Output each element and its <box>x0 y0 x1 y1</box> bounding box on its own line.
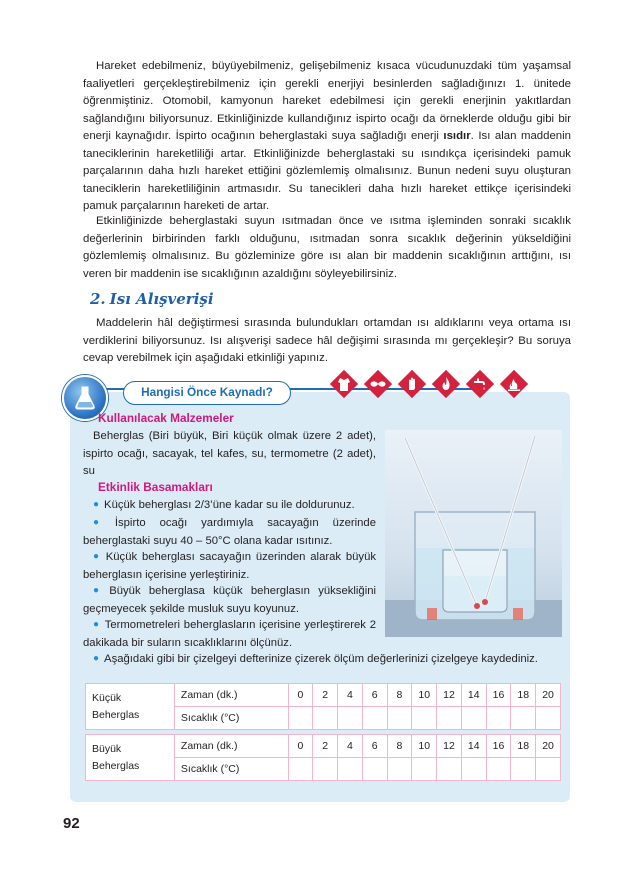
time-cell: 12 <box>437 735 462 758</box>
empty-cell <box>387 758 412 781</box>
step-3 <box>83 549 376 584</box>
time-cell: 18 <box>511 735 536 758</box>
empty-cell <box>338 707 363 730</box>
time-cell: 14 <box>461 684 486 707</box>
step-6-text: Aşağıdaki gibi bir çizelgeyi defterinize çizerek ölçüm değerlerinizi çizelgeye kaydediniz. <box>104 653 538 665</box>
step-3-text: Küçük beherglası sacayağın üzerinden alarak büyük beherglasın içerisine yerleştiriniz. <box>83 551 377 581</box>
lab-coat-icon <box>330 370 358 398</box>
section-title-text: Isı Alışverişi <box>109 290 214 308</box>
empty-cell <box>288 758 313 781</box>
time-cell: 10 <box>412 735 437 758</box>
bullet-icon: ● <box>93 585 105 596</box>
section-paragraph <box>83 315 571 368</box>
time-cell: 16 <box>486 684 511 707</box>
empty-cell <box>486 758 511 781</box>
intro-paragraph-1 <box>83 58 571 216</box>
time-cell: 0 <box>288 735 313 758</box>
step-6 <box>83 651 561 669</box>
steps-heading: Etkinlik Basamakları <box>98 480 213 494</box>
time-cell: 20 <box>536 684 561 707</box>
empty-cell <box>437 707 462 730</box>
time-label: Zaman (dk.) <box>174 684 288 707</box>
empty-cell <box>362 758 387 781</box>
bullet-icon: ● <box>93 653 100 664</box>
flame-icon <box>432 370 460 398</box>
empty-cell <box>536 758 561 781</box>
time-cell: 20 <box>536 735 561 758</box>
step-4-text: Büyük beherglasa küçük beherglasın yüksekliğini geçmeyecek şekilde musluk suyu koyunuz. <box>83 585 376 615</box>
section-number: 2. <box>90 290 106 308</box>
time-cell: 2 <box>313 735 338 758</box>
empty-cell <box>536 707 561 730</box>
intro-text-1-end: . Isı alan maddenin taneciklerinin hareketliliği artar. Etkinliğinizde beherglastaki su ısındıkça içerisindeki pamuk parçalarının daha hızlı hareket ettiğini gözlemlemiş olmalısınız. Bunun nedeni suyu oluşturan taneciklerin hareketliliğinin artmasıdır. Su tanecikleri daha hızlı hareket ettikçe içerisindeki pamuk parçalarının hareketi de artar. <box>83 130 571 212</box>
empty-cell <box>313 707 338 730</box>
time-cell: 6 <box>362 684 387 707</box>
empty-cell <box>313 758 338 781</box>
time-cell: 4 <box>338 684 363 707</box>
bullet-icon: ● <box>93 619 100 630</box>
big-beaker-table <box>85 734 561 781</box>
empty-cell <box>511 707 536 730</box>
time-cell: 10 <box>412 684 437 707</box>
bullet-icon: ● <box>93 551 101 562</box>
activity-title: Hangisi Önce Kaynadı? <box>123 381 291 405</box>
step-4 <box>83 583 376 618</box>
time-cell: 0 <box>288 684 313 707</box>
time-cell: 2 <box>313 684 338 707</box>
intro-paragraph-2 <box>83 213 571 283</box>
step-5 <box>83 617 376 652</box>
table-row <box>86 735 561 758</box>
gloves-icon <box>398 370 426 398</box>
empty-cell <box>461 707 486 730</box>
page-number: 92 <box>63 815 80 832</box>
step-5-text: Termometreleri beherglasların içerisine yerleştirerek 2 dakikada bir suların sıcaklıklarını ölçünüz. <box>83 619 376 649</box>
time-cell: 4 <box>338 735 363 758</box>
time-cell: 12 <box>437 684 462 707</box>
step-2 <box>83 515 376 550</box>
empty-cell <box>288 707 313 730</box>
step-1 <box>83 497 376 515</box>
bullet-icon: ● <box>93 517 110 528</box>
intro-text-2: Etkinliğinizde beherglastaki suyun ısıtmadan önce ve ısıtma işleminden sonraki sıcaklık değerlerinin birbirinden farklı olduğunu, ısıtmadan sonra sıcaklık değerinin yükseldiğini gözlemlemiş olmalısınız. Bu gözleminize göre ısı alan bir maddenin sıcaklığının arttığını, ısı veren bir maddenin ise sıcaklığının azaldığını söyleyebilirsiniz. <box>83 215 571 280</box>
empty-cell <box>511 758 536 781</box>
section-title <box>90 290 214 308</box>
empty-cell <box>362 707 387 730</box>
empty-cell <box>412 758 437 781</box>
temperature-label: Sıcaklık (°C) <box>174 758 288 781</box>
time-cell: 14 <box>461 735 486 758</box>
beaker-experiment-photo <box>385 430 562 637</box>
time-cell: 18 <box>511 684 536 707</box>
bullet-icon: ● <box>93 499 100 510</box>
step-1-text: Küçük beherglası 2/3’üne kadar su ile doldurunuz. <box>104 499 355 511</box>
intro-bold-term: ısıdır <box>443 130 471 142</box>
temperature-label: Sıcaklık (°C) <box>174 707 288 730</box>
table-group-label: Küçük Beherglas <box>86 684 175 730</box>
time-cell: 8 <box>387 684 412 707</box>
goggles-icon <box>364 370 392 398</box>
empty-cell <box>486 707 511 730</box>
time-label: Zaman (dk.) <box>174 735 288 758</box>
empty-cell <box>437 758 462 781</box>
materials-heading: Kullanılacak Malzemeler <box>98 411 234 425</box>
empty-cell <box>387 707 412 730</box>
intro-text-1: Hareket edebilmeniz, büyüyebilmeniz, gelişebilmeniz kısaca vücudunuzdaki tüm yaşamsal faaliyetleri gerçekleştirebilmeniz için gerekli enerjiyi besinlerden sağladığınızı 1. ünitede öğrenmiştiniz. Otomobil, kamyonun hareket edebilmesi için gerekli enerjinin yakıtlardan sağlandığını biliyorsunuz. Etkinliğinizde kullandığınız ispirto ocağı da örneklerde olduğu gibi bir enerji kaynağıdır. İspirto ocağının beherglastaki suya sağladığı enerji <box>83 60 571 142</box>
empty-cell <box>412 707 437 730</box>
hot-surface-icon <box>500 370 528 398</box>
empty-cell <box>461 758 486 781</box>
table-row <box>86 684 561 707</box>
time-cell: 6 <box>362 735 387 758</box>
time-cell: 8 <box>387 735 412 758</box>
empty-cell <box>338 758 363 781</box>
materials-text: Beherglas (Biri büyük, Biri küçük olmak üzere 2 adet), ispirto ocağı, sacayak, tel kafes, su, termometre (2 adet), su <box>83 430 376 477</box>
tap-water-icon <box>466 370 494 398</box>
step-2-text: İspirto ocağı yardımıyla sacayağın üzerinde beherglastaki suyu 40 – 50°C olana kadar ısıtınız. <box>83 517 376 547</box>
table-group-label: Büyük Beherglas <box>86 735 175 781</box>
section-paragraph-text: Maddelerin hâl değiştirmesi sırasında bulundukları ortamdan ısı aldıklarını veya ortama ısı verdiklerini biliyorsunuz. Isı alışverişi sadece hâl değişimi sırasında mı gerçekleşir? Bu soruya cevap verebilmek için aşağıdaki etkinliği yapınız. <box>83 317 571 364</box>
small-beaker-table <box>85 683 561 730</box>
time-cell: 16 <box>486 735 511 758</box>
